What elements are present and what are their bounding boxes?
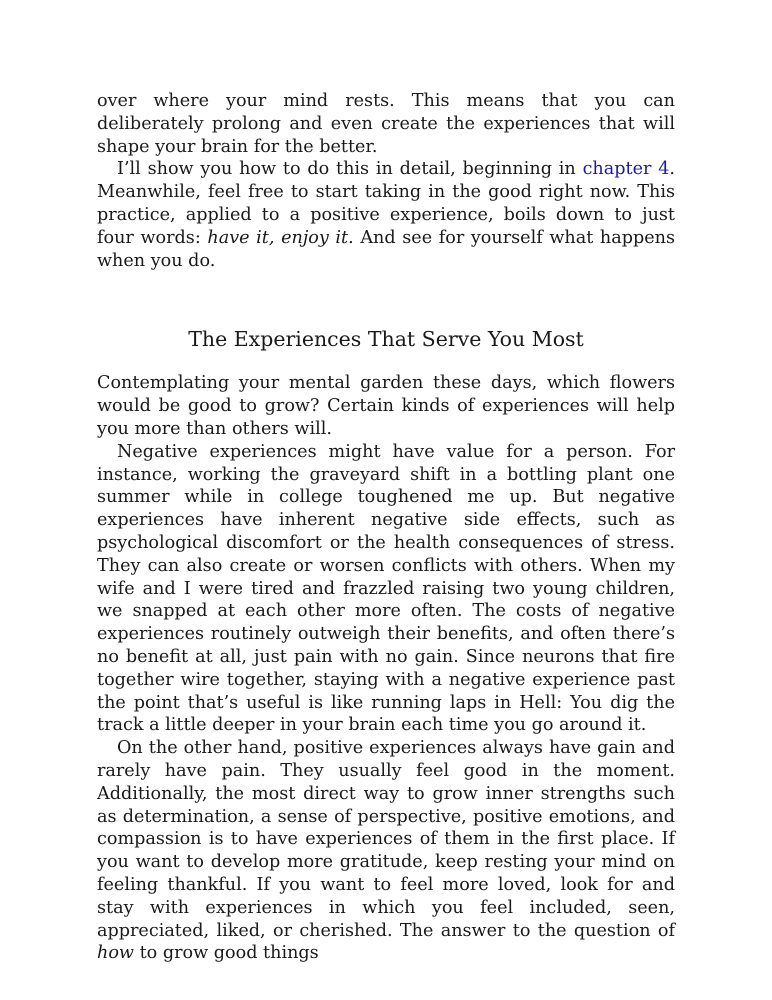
paragraph-text: to grow good things (133, 943, 319, 964)
paragraph-continued: over where your mind rests. This means that you can deliberately prolong and even create the experiences that will shape your brain for the better. (97, 91, 675, 157)
paragraph-text: . Meanwhile, feel free to start taking in the good right now. This practice, applied to a positive experience, boils down to just four words: (97, 159, 675, 248)
emphasis-text: have it, enjoy it (207, 227, 349, 248)
paragraph-text: On the other hand, positive experiences always have gain and rarely have pain. They usually feel good in the moment. Additionally, the most direct way to grow inner strengths such as determination, a sense of perspective, positive emotions, and compassion is to have experiences of them in the first place. If you want to develop more gratitude, keep resting your mind on feeling thankful. If you want to feel more loved, look for and stay with experiences in which you feel included, seen, appreciated, liked, or cherished. The answer to the question of (97, 738, 675, 941)
section-heading: The Experiences That Serve You Most (188, 327, 584, 352)
paragraph-text: . And see for yourself what happens when you do. (97, 227, 676, 271)
emphasis-text: how (97, 943, 134, 964)
paragraph-show-you-how (97, 158, 675, 272)
paragraph-negative-experiences: Negative experiences might have value for a person. For instance, working the graveyard shift in a bottling plant one summer while in college toughened me up. But negative experiences have inherent negative side effects, such as psychological discomfort or the health consequences of stress. They can also create or worsen conflicts with others. When my wife and I were tired and frazzled raising two young children, we snapped at each other more often. The costs of negative experiences routinely outweigh their benefits, and often there’s no benefit at all, just pain with no gain. Since neurons that fire together wire together, staying with a negative experience past the point that’s useful is like running laps in Hell: You dig the track a little deeper in your brain each time you go around it. (97, 441, 675, 736)
paragraph-mental-garden: Contemplating your mental garden these days, which flowers would be good to grow? Certain kinds of experiences will help you more than others will. (97, 373, 675, 439)
paragraph-text: I’ll show you how to do this in detail, beginning in (117, 159, 583, 180)
chapter-4-link[interactable]: chapter 4 (582, 159, 670, 180)
paragraph-positive-experiences (97, 737, 675, 965)
